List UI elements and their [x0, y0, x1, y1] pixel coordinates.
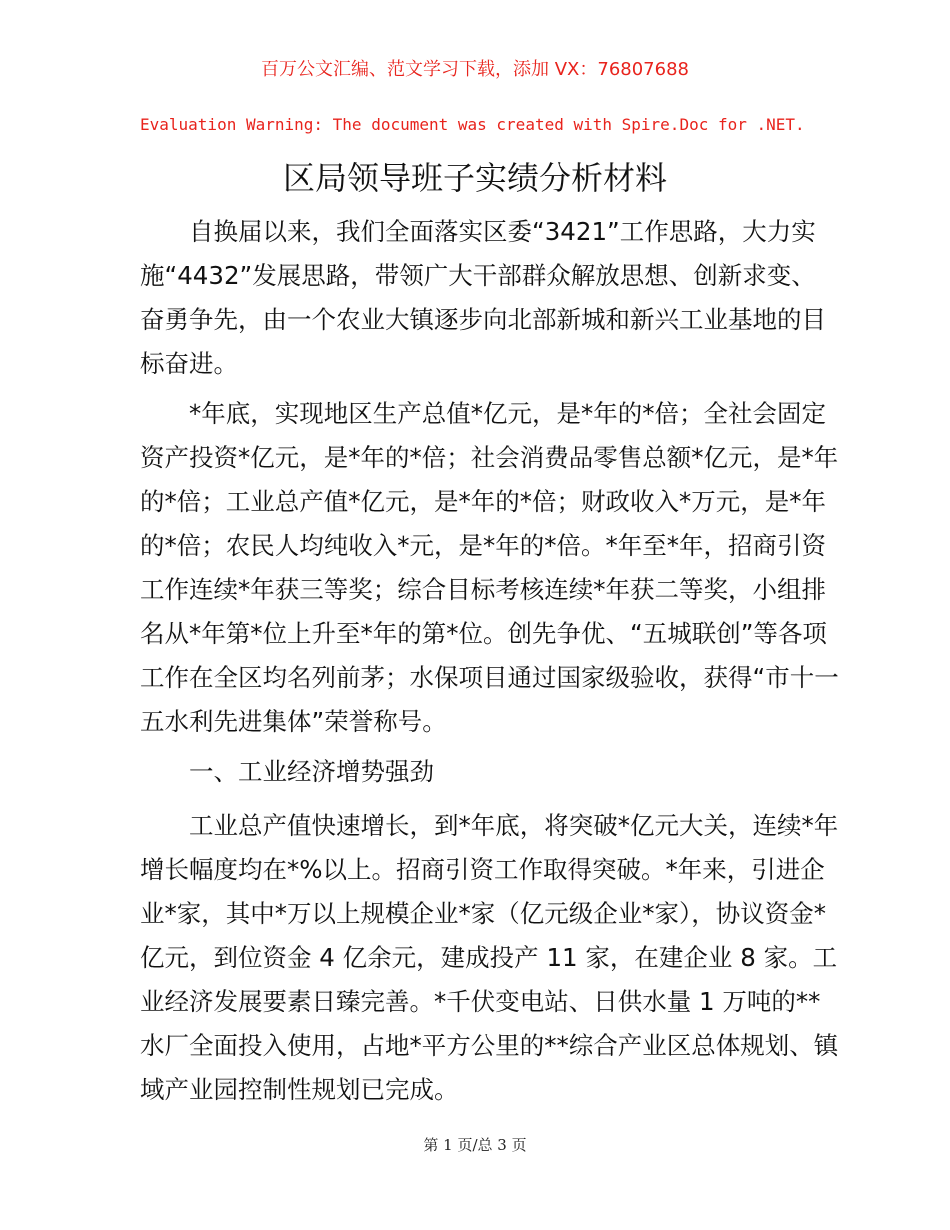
- section-heading-text: 一、工业经济增势强劲: [189, 757, 434, 786]
- evaluation-warning: Evaluation Warning: The document was created with Spire.Doc for .NET.: [140, 115, 805, 134]
- paragraph-text: *年底，实现地区生产总值*亿元，是*年的*倍；全社会固定资产投资*亿元，是*年的*倍；社会消费品零售总额*亿元，是*年的*倍；工业总产值*亿元，是*年的*倍；财政收入*万元，是*年的*倍；农民人均纯收入*元，是*年的*倍。*年至*年，招商引资工作连续*年获三等奖；综合目标考核连续*年获二等奖，小组排名从*年第*位上升至*年的第*位。创先争优、“五城联创”等各项工作在全区均名列前茅；水保项目通过国家级验收，获得“市十一五水利先进集体”荣誉称号。: [140, 399, 839, 736]
- header-banner: 百万公文汇编、范文学习下载，添加 VX：76807688: [261, 59, 689, 80]
- section-heading: [140, 750, 840, 794]
- paragraph-intro: [140, 210, 840, 386]
- paragraph-statistics: [140, 392, 840, 744]
- paragraph-text: 自换届以来，我们全面落实区委“3421”工作思路，大力实施“4432”发展思路，带领广大干部群众解放思想、创新求变、奋勇争先，由一个农业大镇逐步向北部新城和新兴工业基地的目标奋进。: [140, 217, 826, 378]
- paragraph-industry: [140, 804, 840, 1112]
- document-title: 区局领导班子实绩分析材料: [282, 159, 667, 197]
- paragraph-text: 工业总产值快速增长，到*年底，将突破*亿元大关，连续*年增长幅度均在*%以上。招商引资工作取得突破。*年来，引进企业*家，其中*万以上规模企业*家（亿元级企业*家），协议资金*亿元，到位资金 4 亿余元，建成投产 11 家，在建企业 8 家。工业经济发展要素日臻完善。*千伏变电站、日供水量 1 万吨的**水厂全面投入使用，占地*平方公里的**综合产业区总体规划、镇域产业园控制性规划已完成。: [140, 811, 839, 1104]
- page-number: 第 1 页/总 3 页: [423, 1136, 527, 1154]
